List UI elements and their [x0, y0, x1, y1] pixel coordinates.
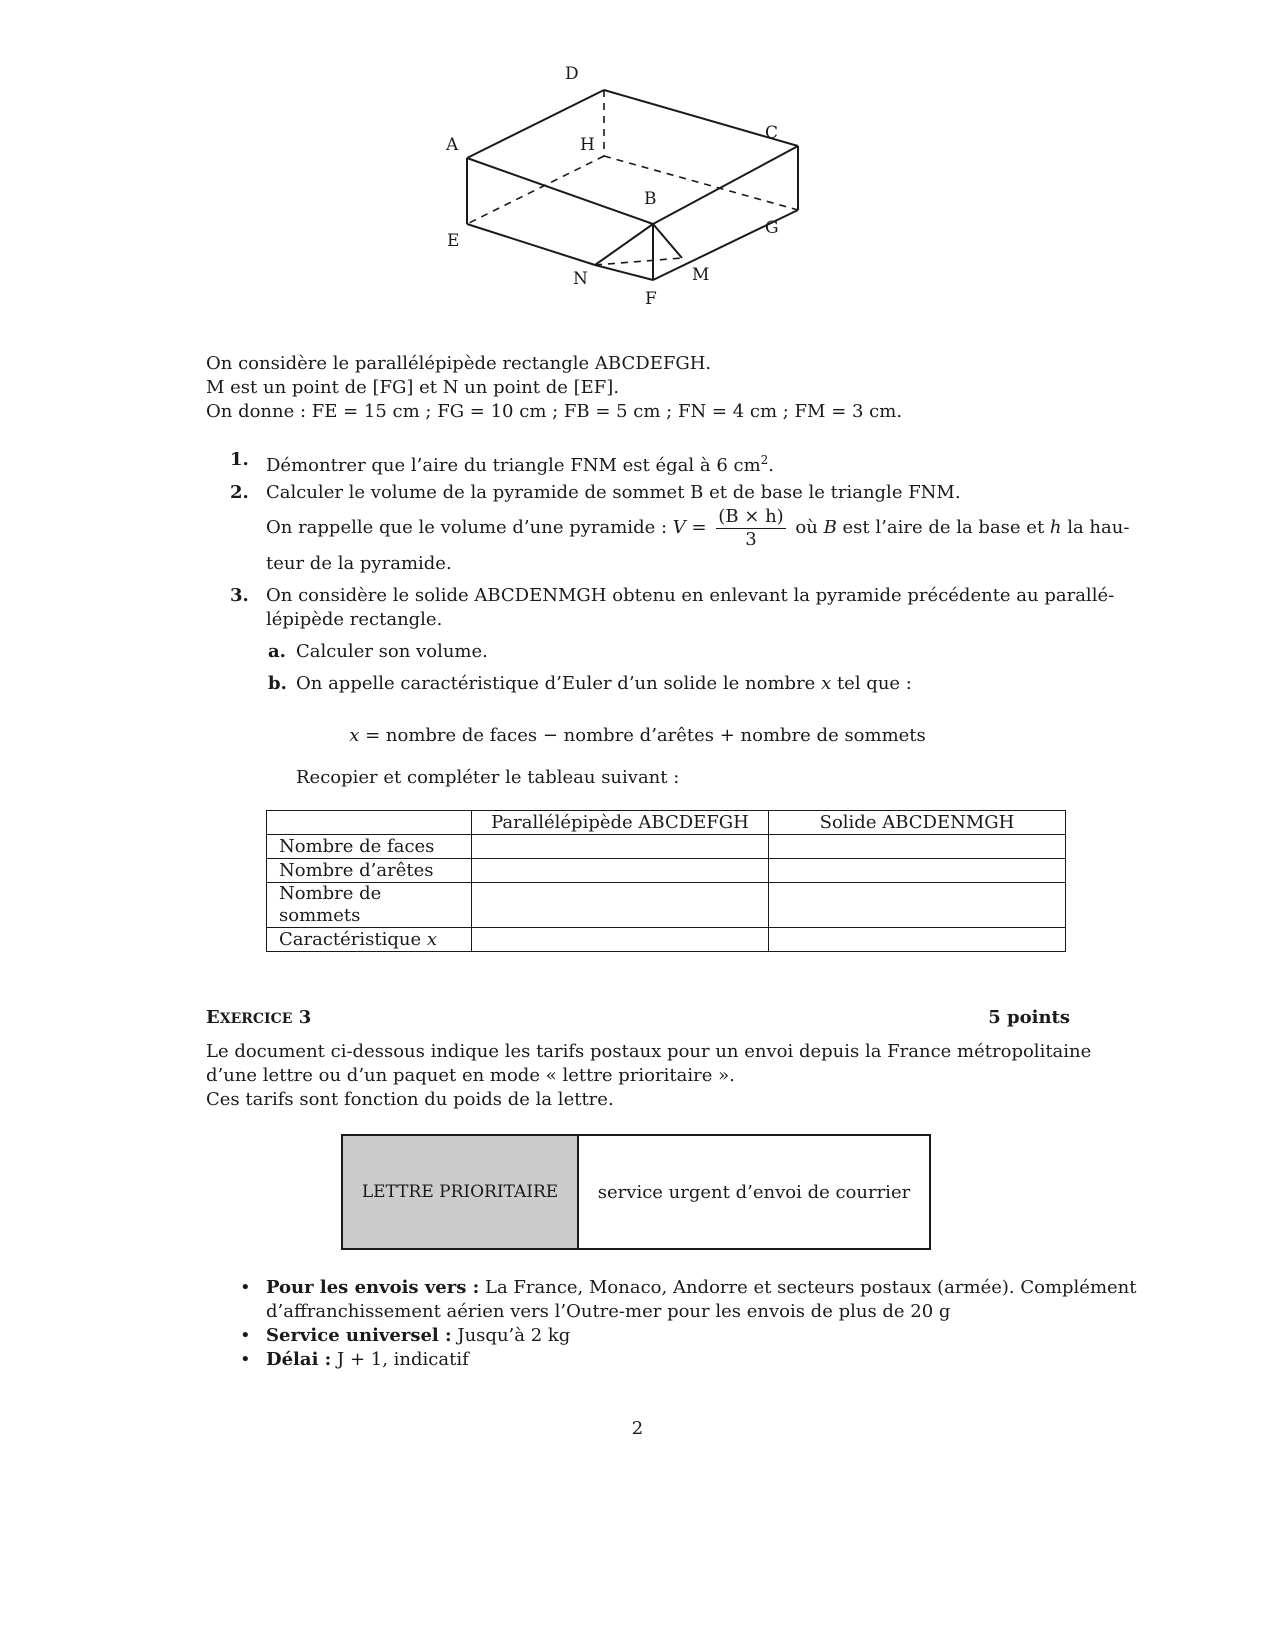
table-row-label: Caractéristique x: [267, 928, 472, 952]
table-header-cell: [267, 811, 472, 835]
parallelepiped-figure: [440, 58, 820, 318]
table-row: [267, 883, 1066, 928]
q3-line-1: On considère le solide ABCDENMGH obtenu en enlevant la pyramide précédente au parallé-: [266, 585, 1115, 606]
bullet-envois-cont: d’affranchissement aérien vers l’Outre-mer pour les envois de plus de 20 g: [266, 1301, 951, 1322]
bullet-dot: •: [240, 1325, 251, 1346]
page-number: 2: [631, 1418, 644, 1439]
label-A: A: [446, 135, 459, 155]
label-C: C: [765, 123, 779, 143]
intro-line-3: On donne : FE = 15 cm ; FG = 10 cm ; FB = 5 cm ; FN = 4 cm ; FM = 3 cm.: [206, 401, 903, 422]
ex3-para-line-2: d’une lettre ou d’un paquet en mode « lettre prioritaire ».: [206, 1065, 735, 1086]
lettre-prioritaire-label: LETTRE PRIORITAIRE: [343, 1136, 579, 1248]
table-cell: [769, 835, 1066, 859]
q1-text: Démontrer que l’aire du triangle FNM est égal à 6 $cm^2$.: [266, 453, 775, 476]
table-cell: [472, 835, 769, 859]
q3-line-2: lépipède rectangle.: [266, 609, 443, 630]
table-cell: [472, 928, 769, 952]
table-row-label: Nombre de faces: [267, 835, 472, 859]
label-D: D: [565, 64, 579, 84]
q1-number: 1.: [230, 449, 249, 470]
bullet-envois: Pour les envois vers : La France, Monaco, Andorre et secteurs postaux (armée). Complément: [266, 1277, 1137, 1298]
euler-formula: x = nombre de faces − nombre d’arêtes + nombre de sommets: [349, 725, 926, 746]
q3-number: 3.: [230, 585, 249, 606]
q2-recall-end: teur de la pyramide.: [266, 553, 452, 574]
volume-fraction: $\frac{(B \times h)}{3}$: [718, 505, 784, 550]
ex3-para-line-3: Ces tarifs sont fonction du poids de la lettre.: [206, 1089, 614, 1110]
service-description: service urgent d’envoi de courrier: [597, 1181, 911, 1203]
table-header-cell: Parallélépipède ABCDEFGH: [472, 811, 769, 835]
label-E: E: [447, 231, 460, 251]
table-header-row: [267, 811, 1066, 835]
label-G: G: [765, 218, 779, 238]
table-cell: [472, 859, 769, 883]
label-H: H: [580, 135, 595, 155]
table-header-cell: Solide ABCDENMGH: [769, 811, 1066, 835]
table-cell: [472, 883, 769, 928]
euler-table: [266, 810, 1066, 952]
bullet-service: Service universel : Jusqu’à 2 kg: [266, 1325, 571, 1346]
q3a-text: Calculer son volume.: [296, 641, 488, 662]
q3b-text: On appelle caractéristique d’Euler d’un solide le nombre x tel que :: [296, 673, 912, 694]
table-row: [267, 835, 1066, 859]
intro-line-2: M est un point de [FG] et N un point de [EF].: [206, 377, 620, 398]
table-cell: [769, 883, 1066, 928]
table-row: [267, 928, 1066, 952]
table-row-label: Nombre d’arêtes: [267, 859, 472, 883]
label-N: N: [573, 269, 588, 289]
table-row-label: Nombre de sommets: [267, 883, 472, 928]
q3a-label: a.: [268, 641, 286, 662]
q2-recall: On rappelle que le volume d’une pyramide : V = $\frac{(B \times h)}{3}$ où B est l’aire de la base et h la hau-: [266, 505, 1130, 550]
q3b-label: b.: [268, 673, 287, 694]
bullet-dot: •: [240, 1277, 251, 1298]
exercise-3-points: 5 points: [988, 1007, 1070, 1028]
table-row: [267, 859, 1066, 883]
bullet-dot: •: [240, 1349, 251, 1370]
copy-instruction: Recopier et compléter le tableau suivant :: [296, 767, 680, 788]
table-cell: [769, 928, 1066, 952]
lettre-prioritaire-box: [341, 1134, 931, 1250]
bullet-delai: Délai : J + 1, indicatif: [266, 1349, 469, 1370]
table-cell: [769, 859, 1066, 883]
ex3-para-line-1: Le document ci-dessous indique les tarifs postaux pour un envoi depuis la France métropolitaine: [206, 1041, 1092, 1062]
label-B: B: [644, 189, 657, 209]
intro-line-1: On considère le parallélépipède rectangle ABCDEFGH.: [206, 353, 712, 374]
exercise-3-title: EXERCICE 3: [206, 1007, 312, 1028]
q2-number: 2.: [230, 482, 249, 503]
label-F: F: [645, 289, 657, 309]
label-M: M: [692, 265, 710, 285]
q2-text: Calculer le volume de la pyramide de sommet B et de base le triangle FNM.: [266, 482, 961, 503]
